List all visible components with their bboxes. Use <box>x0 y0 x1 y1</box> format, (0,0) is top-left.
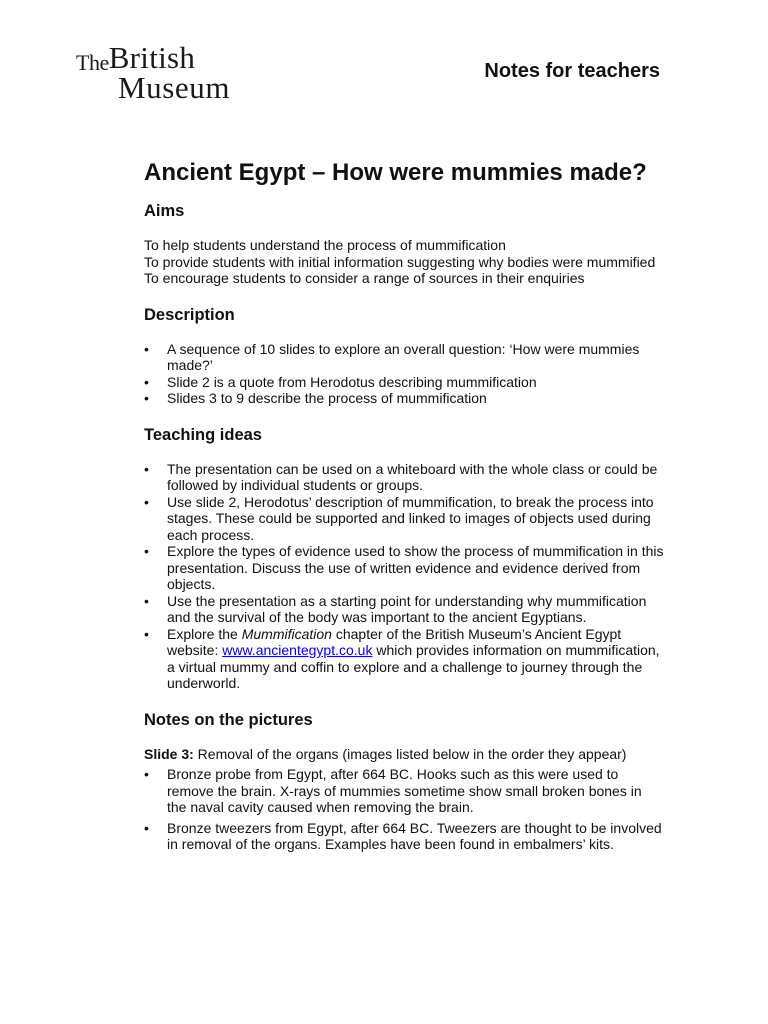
slide-3-intro <box>144 746 664 763</box>
aims-line: To encourage students to consider a range of sources in their enquiries <box>144 270 585 286</box>
ancientegypt-link[interactable]: www.ancientegypt.co.uk <box>222 642 373 658</box>
logo-british: British <box>108 40 196 75</box>
aims-line: To help students understand the process of mummification <box>144 237 506 253</box>
description-item: • Slides 3 to 9 describe the process of mummification <box>144 390 664 407</box>
pictures-list <box>144 766 664 853</box>
teaching-item: • Use the presentation as a starting point for understanding why mummification and the survival of the body was important to the ancient Egyptians. <box>144 593 664 626</box>
description-heading: Description <box>144 305 235 324</box>
logo-museum: Museum <box>118 70 231 105</box>
picture-item: • Bronze tweezers from Egypt, after 664 BC. Tweezers are thought to be involved in removal of the organs. Examples have been found in embalmers’ kits. <box>144 820 664 853</box>
teaching-ideas-heading: Teaching ideas <box>144 425 262 444</box>
website-text-suffix: which provides information on mummification, a virtual mummy and coffin to explore and a challenge to journey through the underworld. <box>167 642 660 691</box>
teaching-ideas-list <box>144 461 664 692</box>
slide-text: Removal of the organs (images listed below in the order they appear) <box>193 745 627 762</box>
teaching-item: • Use slide 2, Herodotus’ description of mummification, to break the process into stages. These could be supported and linked to images of objects used during each process. <box>144 494 664 544</box>
website-text-middle: chapter of the British Museum’s Ancient Egypt website: <box>167 625 622 658</box>
teaching-item-website <box>144 626 664 692</box>
website-text-prefix: Explore the <box>167 625 242 642</box>
slide-label: Slide 3: <box>144 745 194 762</box>
description-item: • A sequence of 10 slides to explore an overall question: ‘How were mummies made?’ <box>144 341 664 374</box>
mummification-chapter-name: Mummification <box>241 625 332 642</box>
teaching-item: • The presentation can be used on a whiteboard with the whole class or could be followed by individual students or groups. <box>144 461 664 494</box>
notes-for-teachers-heading: Notes for teachers <box>484 60 660 82</box>
document-body <box>144 158 664 857</box>
aims-line: To provide students with initial information suggesting why bodies were mummified <box>144 253 656 270</box>
page-title: Ancient Egypt – How were mummies made? <box>144 159 647 186</box>
teaching-item: • Explore the types of evidence used to show the process of mummification in this presentation. Discuss the use of written evidence and evidence derived from objects. <box>144 543 664 593</box>
notes-on-pictures-heading: Notes on the pictures <box>144 710 313 729</box>
description-item: • Slide 2 is a quote from Herodotus describing mummification <box>144 374 664 391</box>
description-list <box>144 341 664 407</box>
logo-the: The <box>76 50 109 75</box>
aims-section <box>144 237 664 287</box>
aims-heading: Aims <box>144 202 185 220</box>
picture-item: • Bronze probe from Egypt, after 664 BC. Hooks such as this were used to remove the brain. X-rays of mummies sometime show small broken bones in the naval cavity caused when removing the brain. <box>144 766 664 816</box>
